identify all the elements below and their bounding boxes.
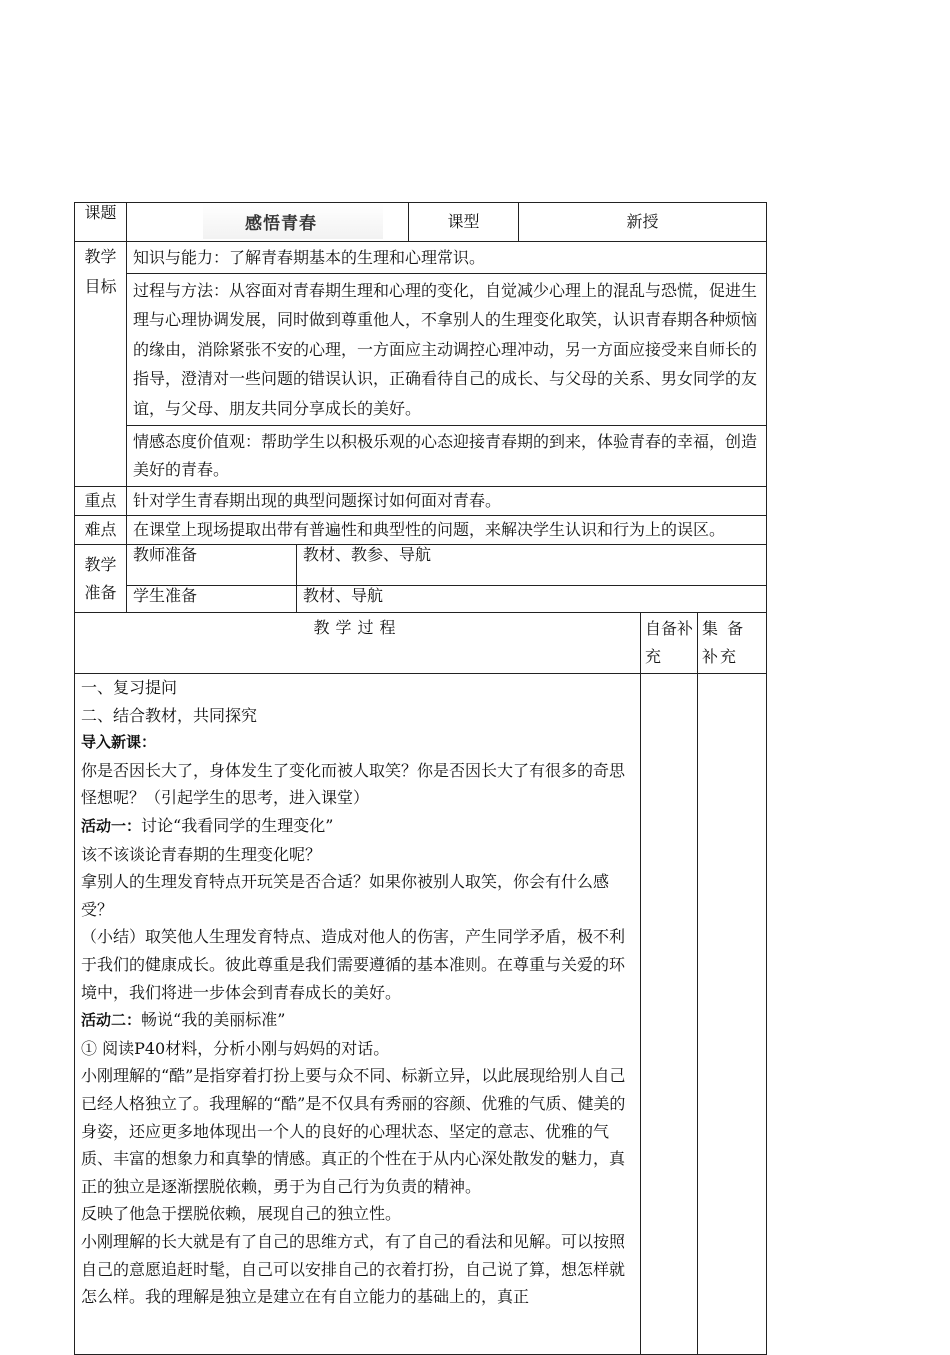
activity-heading: 活动二： bbox=[81, 1011, 142, 1030]
goals-cell bbox=[127, 242, 767, 487]
goal-knowledge: 知识与能力：了解青春期基本的生理和心理常识。 bbox=[127, 242, 766, 274]
process-paragraph: 该不该谈论青春期的生理变化呢？ bbox=[81, 844, 322, 864]
topic-label: 课题 bbox=[75, 203, 127, 242]
key-label: 重点 bbox=[75, 487, 127, 516]
lesson-title: 感悟青春 bbox=[245, 214, 317, 234]
difficulty-text: 在课堂上现场提取出带有普遍性和典型性的问题，来解决学生认识和行为上的误区。 bbox=[127, 516, 767, 545]
self-supplement-cell bbox=[641, 674, 698, 1355]
key-text: 针对学生青春期出现的典型问题探讨如何面对青春。 bbox=[127, 487, 767, 516]
process-paragraph: 一、复习提问 bbox=[81, 678, 178, 698]
goal-process: 过程与方法：从容面对青春期生理和心理的变化，自觉减少心理上的混乱与恐慌，促进生理与心理协调发展，同时做到尊重他人，不拿别人的生理变化取笑，认识青春期各种烦恼的缘由，消除紧张不安的心理，一方面应主动调控心理冲动，另一方面应接受来自师长的指导，澄清对一些问题的错误认识，正确看待自己的成长、与父母的关系、男女同学的友谊，与父母、朋友共同分享成长的美好。 bbox=[127, 274, 766, 426]
type-label: 课型 bbox=[409, 203, 519, 242]
process-paragraph bbox=[81, 812, 634, 841]
process-paragraph: （小结）取笑他人生理发育特点、造成对他人的伤害，产生同学矛盾，极不利于我们的健康成长。彼此尊重是我们需要遵循的基本准则。在尊重与关爱的环境中，我们将进一步体会到青春成长的美好。 bbox=[81, 927, 626, 1002]
goal-emotion: 情感态度价值观：帮助学生以积极乐观的心态迎接青春期的到来，体验青春的幸福，创造美好的青春。 bbox=[133, 432, 758, 480]
process-lines bbox=[81, 674, 634, 1311]
self-supplement-header: 自备补充 bbox=[641, 613, 698, 674]
activity-heading: 活动一： bbox=[81, 817, 142, 835]
process-header-row bbox=[75, 613, 767, 674]
process-content bbox=[75, 674, 641, 1355]
process-paragraph: 导入新课： bbox=[81, 733, 157, 752]
process-paragraph: 反映了他急于摆脱依赖，展现自己的独立性。 bbox=[81, 1204, 402, 1224]
prep-teacher-row bbox=[75, 545, 767, 586]
difficulty-label: 难点 bbox=[75, 516, 127, 545]
group-supplement-header: 集 备补充 bbox=[698, 613, 767, 674]
key-row bbox=[75, 487, 767, 516]
goals-row bbox=[75, 242, 767, 487]
teacher-prep-label: 教师准备 bbox=[127, 545, 297, 586]
process-paragraph: 你是否因长大了，身体发生了变化而被人取笑？你是否因长大了有很多的奇思怪想呢？（引起学生的思考，进入课堂） bbox=[81, 760, 626, 808]
prep-student-row bbox=[75, 586, 767, 613]
group-supplement-cell bbox=[698, 674, 767, 1355]
process-header: 教学过程 bbox=[75, 613, 641, 674]
process-paragraph: 小刚理解的“酷”是指穿着打扮上要与众不同、标新立异，以此展现给别人自己已经人格独立了。我理解的“酷”是不仅具有秀丽的容颜、优雅的气质、健美的身姿，还应更多地体现出一个人的良好的心理状态、坚定的意志、优雅的气质、丰富的想象力和真挚的情感。真正的个性在于从内心深处散发的魅力，真正的独立是逐渐摆脱依赖，勇于为自己行为负责的精神。 bbox=[81, 1066, 626, 1196]
process-content-row bbox=[75, 674, 767, 1355]
process-paragraph: ① 阅读P40材料，分析小刚与妈妈的对话。 bbox=[81, 1038, 390, 1058]
student-prep-label: 学生准备 bbox=[127, 586, 297, 613]
prep-label: 教学准备 bbox=[75, 545, 127, 613]
difficulty-row bbox=[75, 516, 767, 545]
student-prep-value: 教材、导航 bbox=[297, 586, 767, 613]
activity-title: 讨论“我看同学的生理变化” bbox=[141, 816, 334, 835]
lesson-plan-table bbox=[74, 202, 767, 1355]
process-paragraph: 二、结合教材，共同探究 bbox=[81, 705, 258, 725]
topic-row bbox=[75, 203, 767, 242]
activity-title: 畅说“我的美丽标准” bbox=[141, 1010, 286, 1030]
process-paragraph: 小刚理解的长大就是有了自己的思维方式，有了自己的看法和见解。可以按照自己的意愿追赶时髦，自己可以安排自己的衣着打扮，自己说了算，想怎样就怎么样。我的理解是独立是建立在有自立能力的基础上的，真正 bbox=[81, 1231, 626, 1307]
process-paragraph bbox=[81, 1006, 634, 1035]
goals-label: 教学目标 bbox=[75, 242, 127, 487]
title-cell bbox=[127, 203, 409, 242]
type-value: 新授 bbox=[519, 203, 767, 242]
teacher-prep-value: 教材、教参、导航 bbox=[297, 545, 767, 586]
process-paragraph: 拿别人的生理发育特点开玩笑是否合适？如果你被别人取笑，你会有什么感受？ bbox=[81, 872, 610, 919]
